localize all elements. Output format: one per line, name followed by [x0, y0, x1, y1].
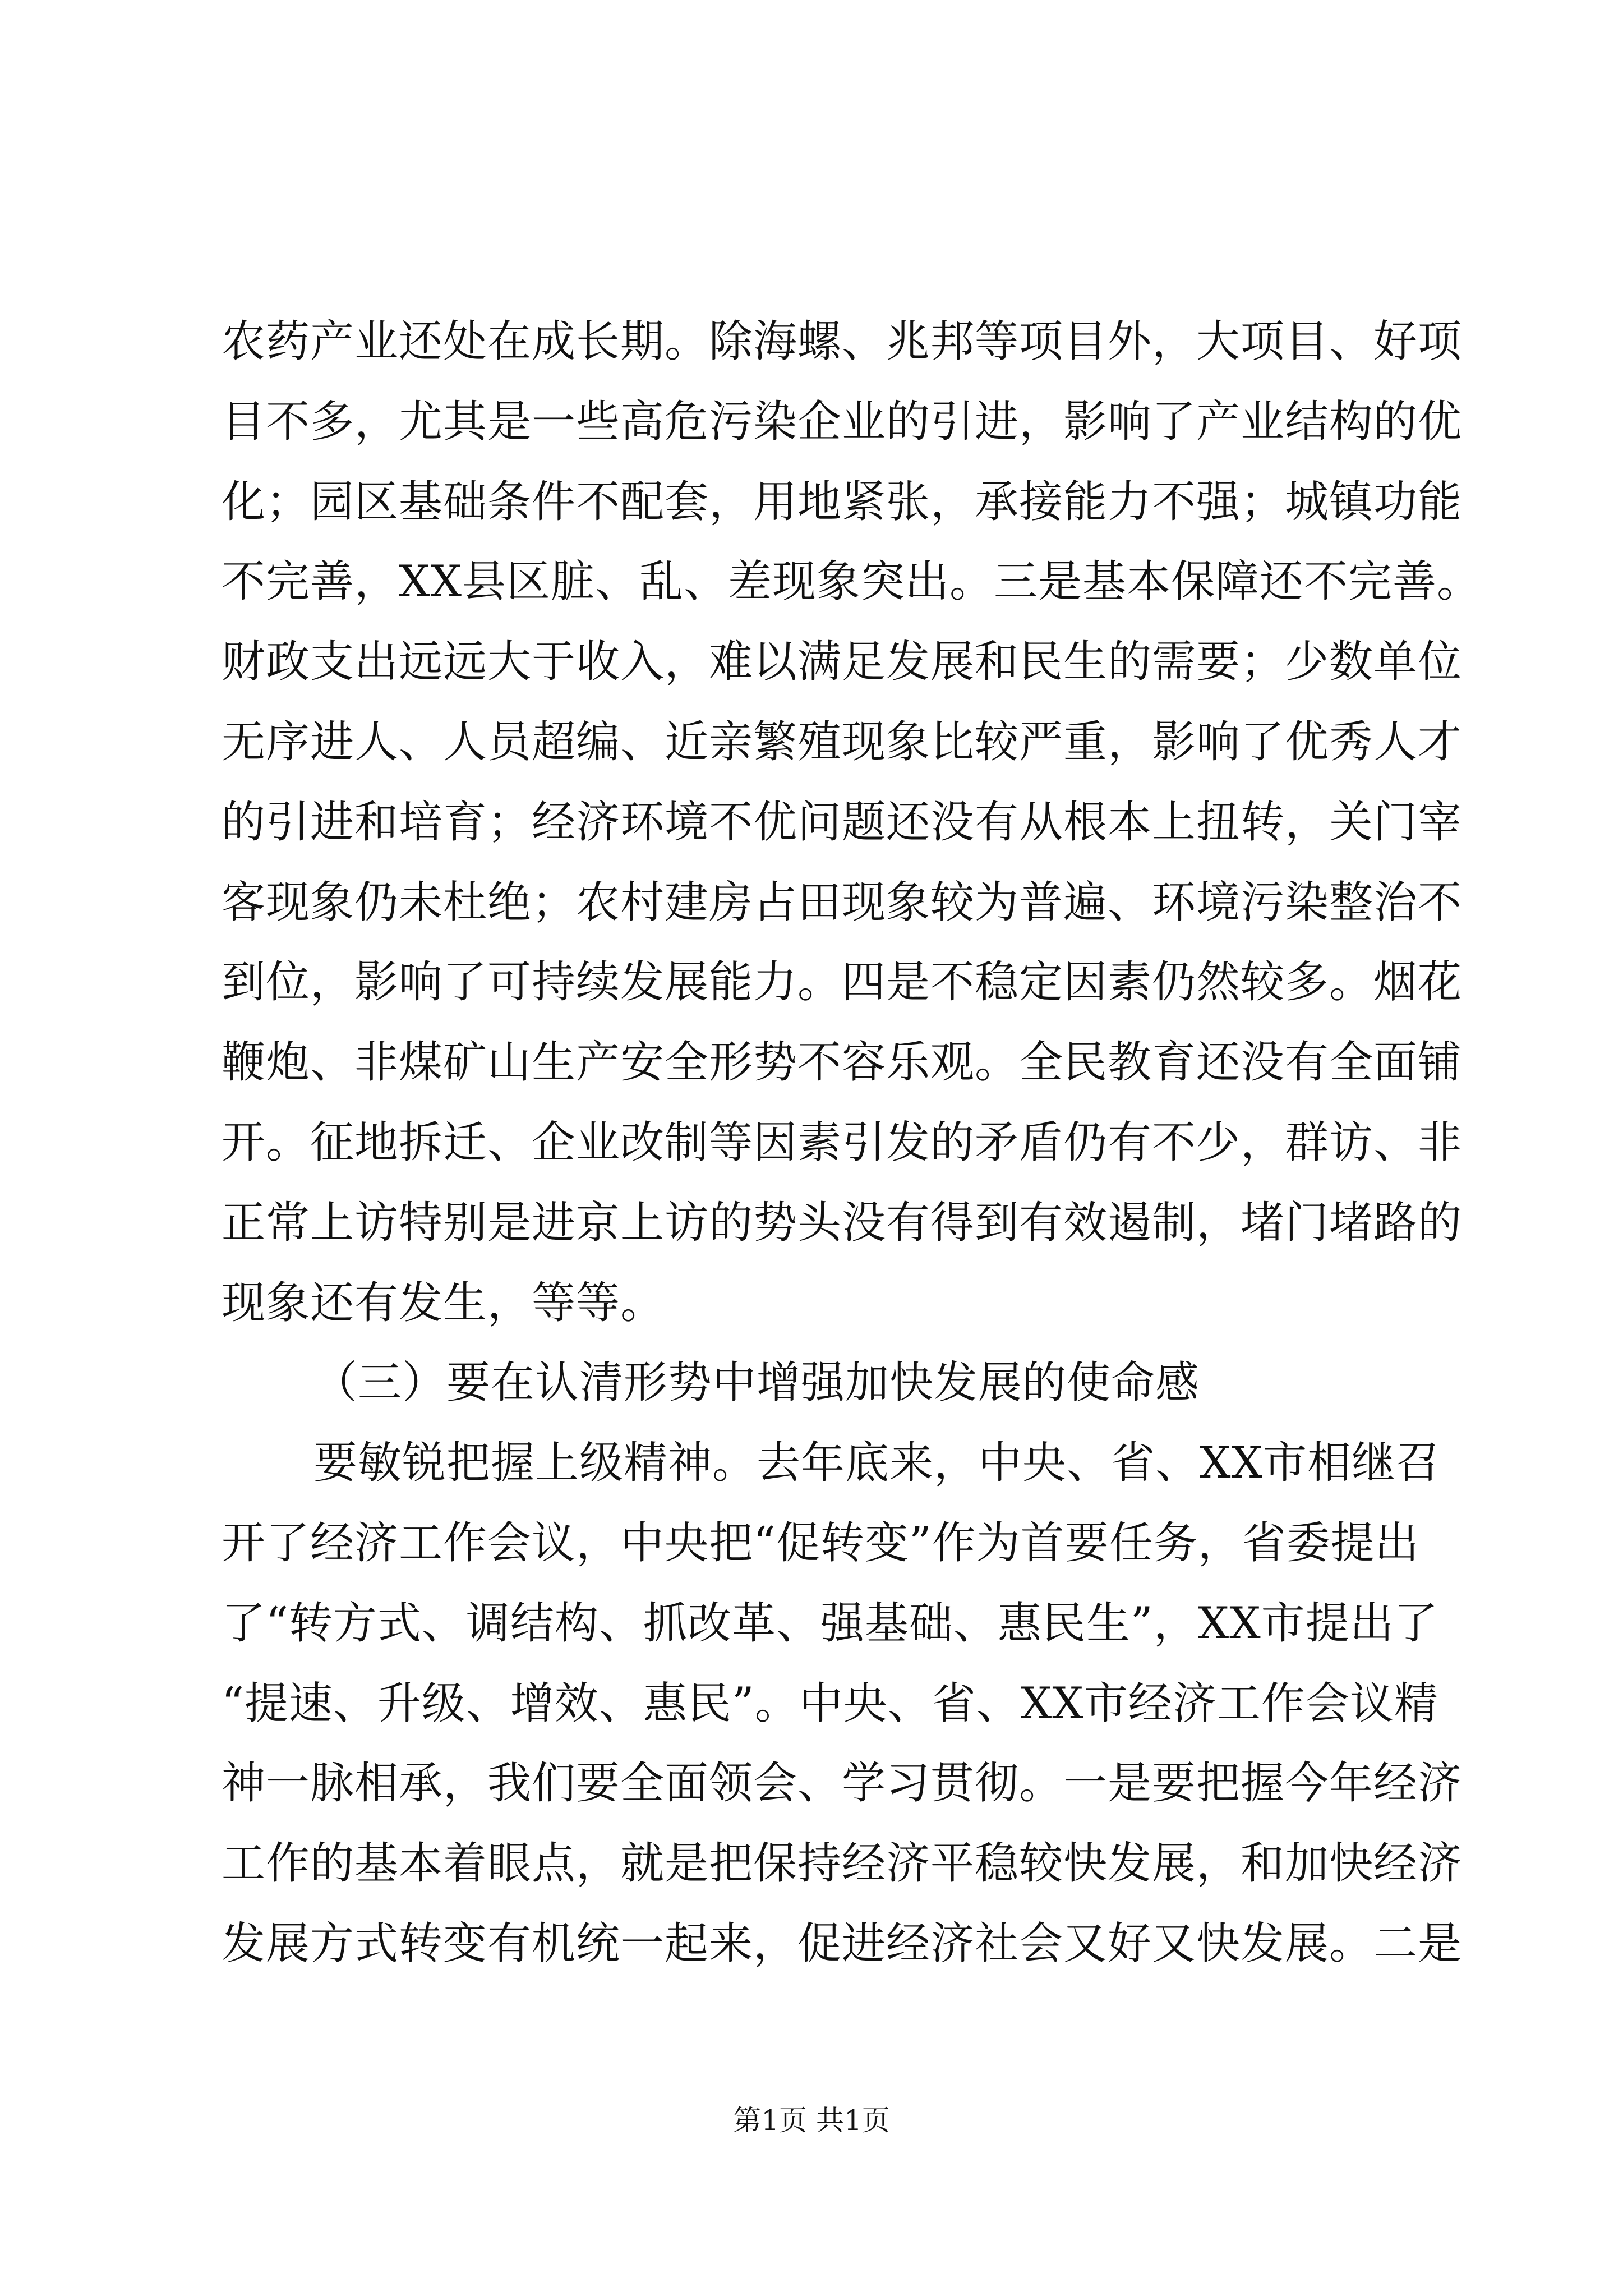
text-line-7: 的引进和培育；经济环境不优问题还没有从根本上扭转，关门宰: [222, 797, 1463, 848]
text-line-3: 化；园区基础条件不配套，用地紧张，承接能力不强；城镇功能: [222, 476, 1463, 527]
text-line-4: 不完善，XX县区脏、乱、差现象突出。三是基本保障还不完善。: [222, 556, 1482, 608]
text-line-11: 开。征地拆迁、企业改制等因素引发的矛盾仍有不少，群访、非: [222, 1117, 1463, 1168]
text-line-8: 客现象仍未杜绝；农村建房占田现象较为普遍、环境污染整治不: [222, 877, 1463, 928]
body-text: [222, 302, 1482, 1984]
text-line-13: 现象还有发生，等等。: [222, 1277, 665, 1328]
text-line-2: 目不多，尤其是一些高危污染企业的引进，影响了产业结构的优: [222, 396, 1463, 447]
text-line-21: 发展方式转变有机统一起来，促进经济社会又好又快发展。二是: [222, 1918, 1463, 1969]
text-line-5: 财政支出远远大于收入，难以满足发展和民生的需要；少数单位: [222, 637, 1463, 688]
text-line-10: 鞭炮、非煤矿山生产安全形势不容乐观。全民教育还没有全面铺: [222, 1037, 1463, 1088]
text-line-20: 工作的基本着眼点，就是把保持经济平稳较快发展，和加快经济: [222, 1838, 1463, 1889]
text-line-12: 正常上访特别是进京上访的势头没有得到有效遏制，堵门堵路的: [222, 1197, 1463, 1248]
page-footer: 第1页 共1页: [733, 2104, 890, 2137]
text-line-19: 神一脉相承，我们要全面领会、学习贯彻。一是要把握今年经济: [222, 1758, 1463, 1809]
text-line-15: 要敏锐把握上级精神。去年底来，中央、省、XX市相继召: [313, 1438, 1441, 1489]
text-line-16: 开了经济工作会议，中央把“促转变”作为首要任务，省委提出: [222, 1517, 1419, 1568]
text-line-9: 到位，影响了可持续发展能力。四是不稳定因素仍然较多。烟花: [222, 957, 1463, 1008]
text-line-6: 无序进人、人员超编、近亲繁殖现象比较严重，影响了优秀人才: [222, 716, 1463, 767]
text-line-17: 了“转方式、调结构、抓改革、强基础、惠民生”，XX市提出了: [222, 1598, 1438, 1649]
text-line-18: “提速、升级、增效、惠民”。中央、省、XX市经济工作会议精: [222, 1678, 1438, 1729]
text-line-1: 农药产业还处在成长期。除海螺、兆邦等项目外，大项目、好项: [222, 316, 1463, 367]
section-heading: （三）要在认清形势中增强加快发展的使命感: [313, 1358, 1200, 1409]
